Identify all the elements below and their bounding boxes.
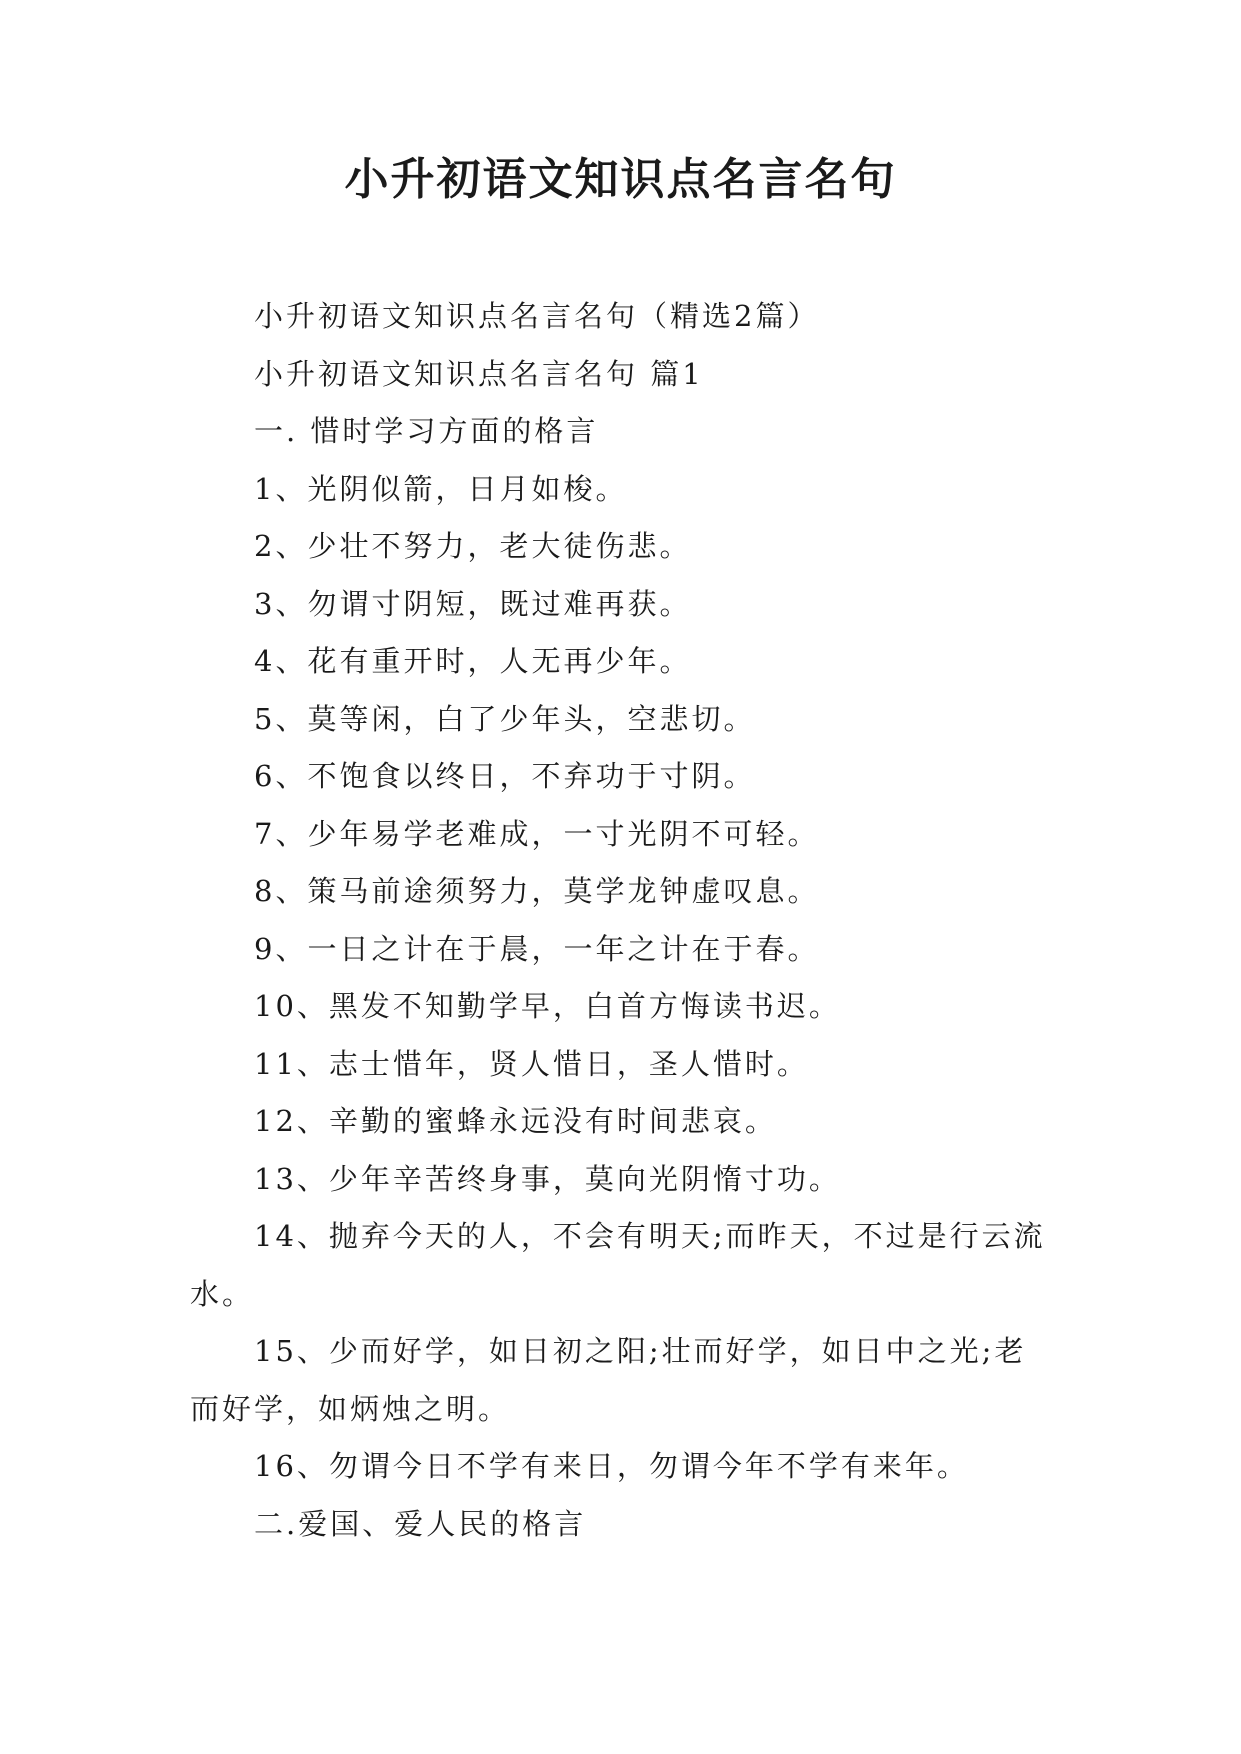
page-title: 小升初语文知识点名言名句 [344,154,897,205]
quote-item: 9、一日之计在于晨，一年之计在于春。 [254,931,820,966]
category-heading: 二.爱国、爱人民的格言 [254,1506,587,1541]
quote-item: 4、花有重开时，人无再少年。 [254,644,692,678]
quote-item: 2、少壮不努力，老大徒伤悲。 [254,529,692,563]
quote-item: 14、抛弃今天的人，不会有明天;而昨天，不过是行云流水。 [190,1219,1046,1311]
quote-item: 16、勿谓今日不学有来日，勿谓今年不学有来年。 [254,1449,969,1483]
quote-item: 6、不饱食以终日，不弃功于寸阴。 [254,759,756,793]
subtitle: 小升初语文知识点名言名句（精选2篇） [254,299,820,333]
quote-item: 8、策马前途须努力，莫学龙钟虚叹息。 [254,874,820,908]
quote-item: 3、勿谓寸阴短，既过难再获。 [254,586,692,621]
quote-item: 13、少年辛苦终身事，莫向光阴惰寸功。 [254,1161,841,1196]
quote-item: 15、少而好学，如日初之阳;壮而好学，如日中之光;老而好学，如炳烛之明。 [190,1334,1027,1426]
quote-item: 10、黑发不知勤学早，白首方悔读书迟。 [254,989,841,1023]
quote-item: 5、莫等闲，白了少年头，空悲切。 [254,701,756,736]
quote-item: 1、光阴似箭，日月如梭。 [254,471,628,506]
quote-item: 12、辛勤的蜜蜂永远没有时间悲哀。 [254,1104,777,1138]
quote-item: 11、志士惜年，贤人惜日，圣人惜时。 [254,1046,809,1081]
quote-item: 7、少年易学老难成，一寸光阴不可轻。 [254,816,820,851]
document-body [190,288,1050,1553]
category-heading: 一. 惜时学习方面的格言 [254,414,599,448]
section-heading: 小升初语文知识点名言名句 篇1 [254,356,704,391]
